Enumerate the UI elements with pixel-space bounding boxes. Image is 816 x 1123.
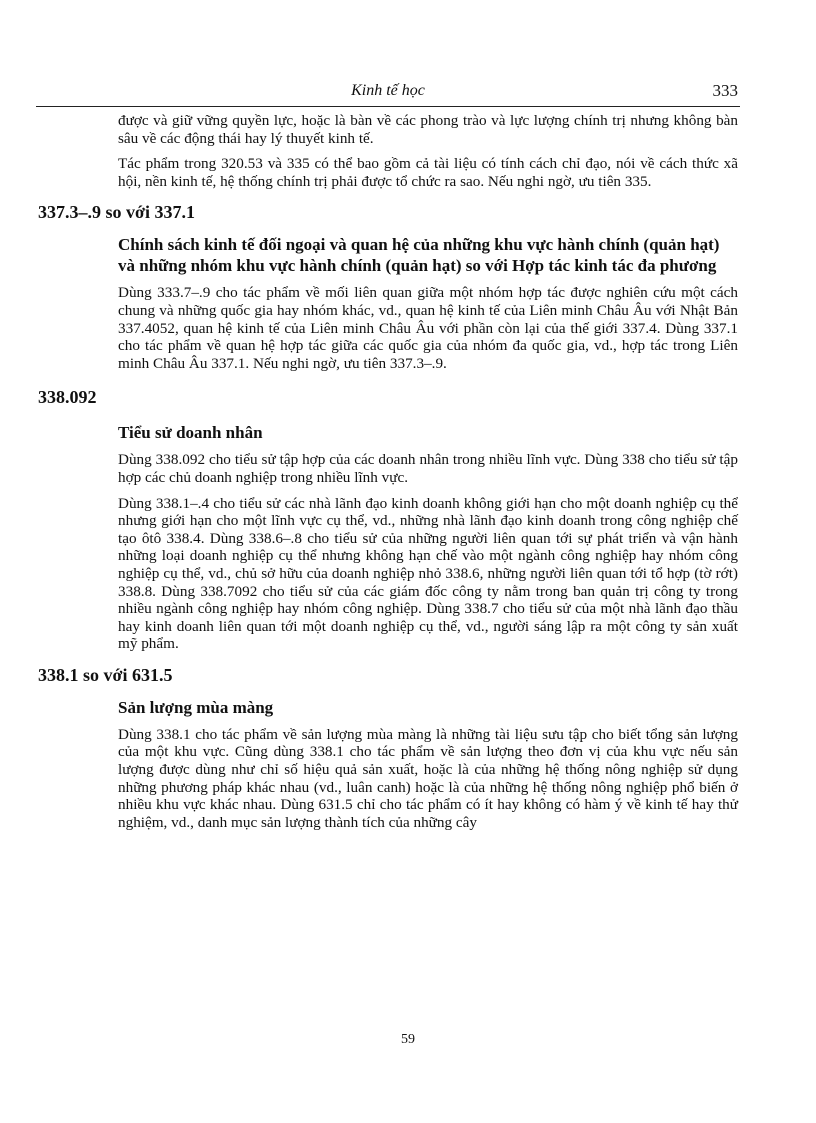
running-title: Kinh tế học xyxy=(351,82,425,99)
section-subheading: Sản lượng mùa màng xyxy=(118,697,274,717)
section-subheading: Tiểu sử doanh nhân xyxy=(118,423,263,443)
section-paragraph: Dùng 338.1 cho tác phẩm về sản lượng mùa màng là những tài liệu sưu tập cho biết tổng sản lượng của một khu vực. Cũng dùng 338.1 cho tác phẩm về sản lượng theo đơn vị của khu vực nếu sản lượng được dùng như chỉ số hiệu quả sản xuất, hoặc là của những hệ thống nông nghiệp sử dụng những phương pháp khác nhau (vd., luân canh) hoặc là của những hệ thống nông nghiệp phổ biến ở nhiều khu vực khác nhau. Dùng 631.5 chỉ cho tác phẩm có ít hay không có hàm ý về kinh tế hay thử nghiệm, vd., danh mục sản lượng thành tích của những cây xyxy=(118,725,738,831)
folio-number: 59 xyxy=(401,1032,415,1047)
section-paragraph: Dùng 333.7–.9 cho tác phẩm về mối liên quan giữa một nhóm hợp tác được nghiên cứu một cách chung và những quốc gia hay nhóm khác, vd., quan hệ kinh tế của Liên minh Châu Âu với Nhật Bản 337.4052, quan hệ kinh tế của Liên minh Châu Âu với phần còn lại của thế giới 337.4. Dùng 337.1 cho tác phẩm về quan hệ hợp tác giữa các quốc gia của nhóm đa quốc gia, vd., hợp tác trong Liên minh Châu Âu 337.1. Nếu nghi ngờ, ưu tiên 337.3–.9. xyxy=(118,284,738,372)
section-heading: 338.1 so với 631.5 xyxy=(38,664,173,685)
running-header xyxy=(36,82,740,107)
section-paragraph: Dùng 338.092 cho tiểu sử tập hợp của các doanh nhân trong nhiều lĩnh vực. Dùng 338 cho tiểu sử tập hợp các chủ doanh nghiệp trong nhiều lĩnh vực. xyxy=(118,451,738,486)
intro-paragraph: Tác phẩm trong 320.53 và 335 có thể bao gồm cả tài liệu có tính cách chỉ đạo, nói về cách thức xã hội, nền kinh tế, hệ thống chính trị phải được tổ chức ra sao. Nếu nghi ngờ, ưu tiên 335. xyxy=(118,155,738,190)
section-heading: 338.092 xyxy=(38,387,97,408)
intro-paragraph: được và giữ vững quyền lực, hoặc là bàn về các phong trào và lực lượng chính trị nhưng không bàn sâu về các động thái hay lý thuyết kinh tế. xyxy=(118,112,738,147)
section-subheading: Chính sách kinh tế đối ngoại và quan hệ của những khu vực hành chính (quản hạt) và những nhóm khu vực hành chính (quản hạt) so với Hợp tác kinh tác đa phương xyxy=(118,235,720,276)
page-number: 333 xyxy=(712,81,738,100)
section-heading: 337.3–.9 so với 337.1 xyxy=(38,202,195,223)
page-body xyxy=(0,112,816,831)
section-paragraph: Dùng 338.1–.4 cho tiểu sử các nhà lãnh đạo kinh doanh không giới hạn cho một doanh nghiệp cụ thể nhưng giới hạn cho một lĩnh vực cụ thể, vd., những nhà lãnh đạo kinh doanh trong công nghiệp chế tạo ôtô 338.4. Dùng 338.6–.8 cho tiểu sử của những người liên quan tới sự phát triển và vận hành những loại doanh nghiệp cụ thể nhưng không hạn chế vào một ngành công nghiệp hay nhóm công nghiệp cụ thể, vd., chủ sở hữu của doanh nghiệp nhỏ 338.6, những người liên quan tới tổ hợp (tờ rớt) 338.8. Dùng 338.7092 cho tiểu sử của các giám đốc công ty nằm trong ban quản trị công ty trong nhiều ngành công nghiệp hay nhóm công nghiệp. Dùng 338.7 cho tiểu sử của một nhà lãnh đạo thầu hay kinh doanh liên quan tới một doanh nghiệp cụ thể, vd., người sáng lập ra một công ty sản xuất mỹ phẩm. xyxy=(118,494,738,653)
